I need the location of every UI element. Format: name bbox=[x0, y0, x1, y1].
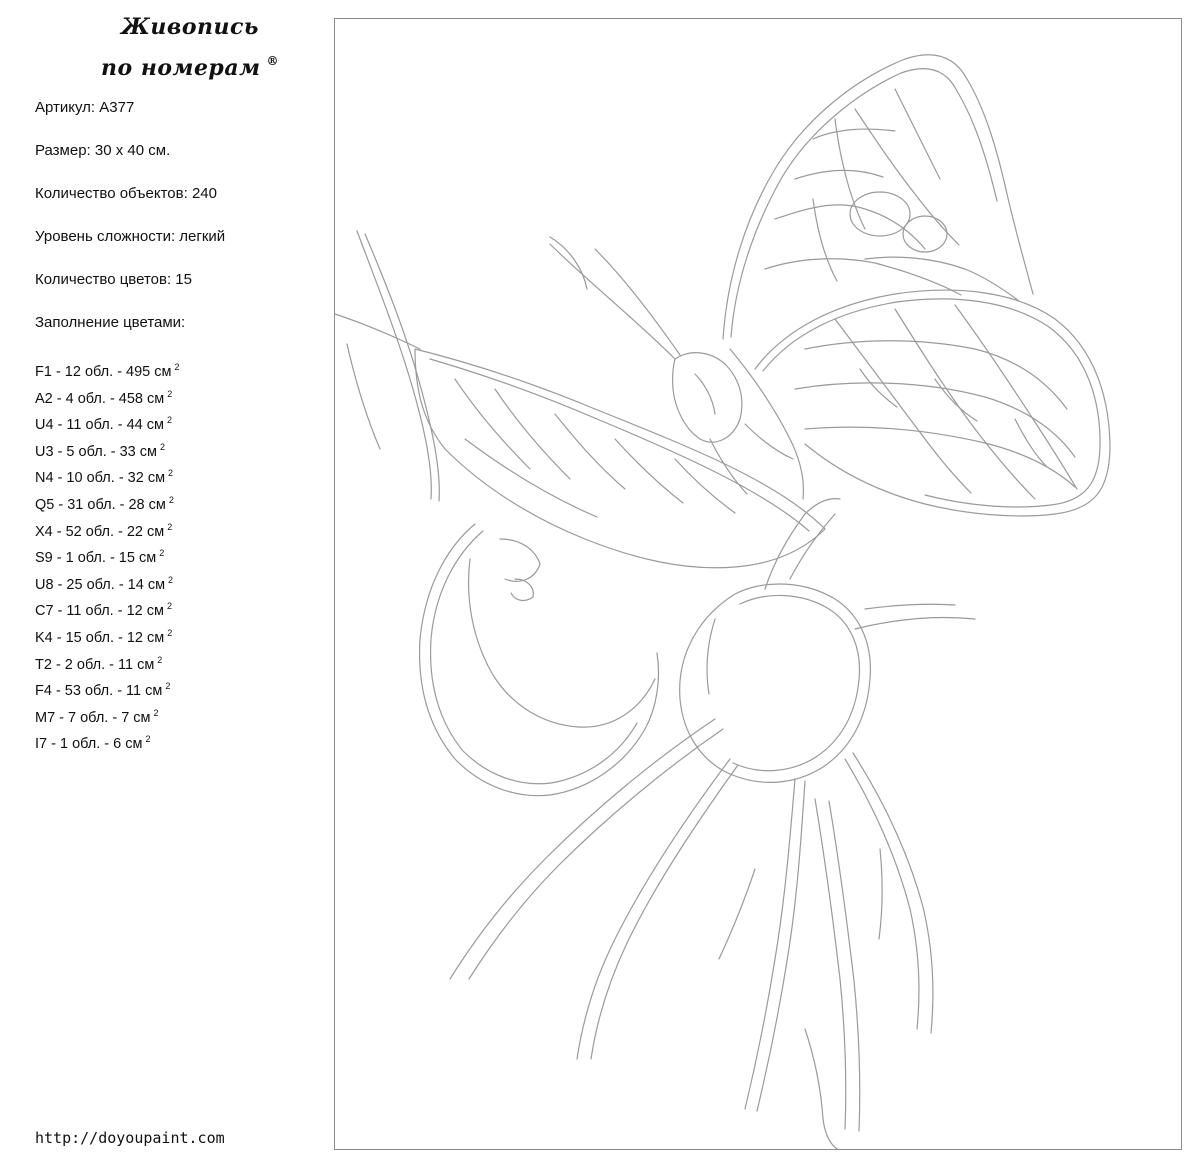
palette-item bbox=[35, 650, 325, 677]
palette-item-text: U8 - 25 обл. - 14 см bbox=[35, 576, 166, 593]
palette-item bbox=[35, 596, 325, 623]
palette-item-text: X4 - 52 обл. - 22 см bbox=[35, 523, 165, 540]
square-superscript: 2 bbox=[167, 388, 173, 399]
objects-count: Количество объектов: 240 bbox=[35, 185, 217, 202]
fill-heading: Заполнение цветами: bbox=[35, 314, 186, 331]
palette-item-text: I7 - 1 обл. - 6 см bbox=[35, 736, 143, 753]
brand-logo bbox=[70, 10, 310, 85]
square-superscript: 2 bbox=[145, 734, 151, 745]
palette-item bbox=[35, 703, 325, 730]
square-superscript: 2 bbox=[167, 627, 173, 638]
palette-item-text: N4 - 10 обл. - 32 см bbox=[35, 470, 166, 487]
butterfly-flower-outline-icon bbox=[335, 19, 1182, 1150]
article-number: Артикул: А377 bbox=[35, 99, 135, 116]
square-superscript: 2 bbox=[168, 574, 174, 585]
registered-mark: ® bbox=[266, 54, 279, 68]
palette-item-text: T2 - 2 обл. - 11 см bbox=[35, 656, 155, 673]
palette-item bbox=[35, 623, 325, 650]
palette-item bbox=[35, 676, 325, 703]
palette-item-text: K4 - 15 обл. - 12 см bbox=[35, 629, 165, 646]
palette-item bbox=[35, 384, 325, 411]
palette-item bbox=[35, 570, 325, 597]
palette-item bbox=[35, 463, 325, 490]
palette-item-text: F4 - 53 обл. - 11 см bbox=[35, 683, 163, 700]
coloring-canvas bbox=[334, 18, 1182, 1150]
square-superscript: 2 bbox=[168, 494, 174, 505]
palette-item bbox=[35, 357, 325, 384]
brand-line-2 bbox=[70, 44, 310, 85]
square-superscript: 2 bbox=[166, 601, 172, 612]
square-superscript: 2 bbox=[166, 415, 172, 426]
color-fill-list bbox=[35, 357, 325, 756]
canvas-size: Размер: 30 х 40 см. bbox=[35, 142, 171, 159]
palette-item-text: M7 - 7 обл. - 7 см bbox=[35, 709, 151, 726]
palette-item-text: Q5 - 31 обл. - 28 см bbox=[35, 496, 166, 513]
square-superscript: 2 bbox=[159, 548, 165, 559]
square-superscript: 2 bbox=[167, 521, 173, 532]
colors-count: Количество цветов: 15 bbox=[35, 271, 192, 288]
palette-item-text: F1 - 12 обл. - 495 см bbox=[35, 364, 172, 380]
website-link[interactable]: http://doyoupaint.com bbox=[35, 1129, 225, 1147]
palette-item bbox=[35, 729, 325, 756]
palette-item-text: C7 - 11 обл. - 12 см bbox=[35, 603, 164, 620]
palette-item-text: U4 - 11 обл. - 44 см bbox=[35, 417, 164, 434]
square-superscript: 2 bbox=[168, 468, 174, 479]
square-superscript: 2 bbox=[165, 681, 171, 692]
palette-item bbox=[35, 410, 325, 437]
square-superscript: 2 bbox=[157, 654, 163, 665]
square-superscript: 2 bbox=[174, 362, 180, 372]
palette-item-text: U3 - 5 обл. - 33 см bbox=[35, 443, 157, 460]
square-superscript: 2 bbox=[159, 441, 165, 452]
palette-item bbox=[35, 490, 325, 517]
palette-item-text: A2 - 4 обл. - 458 см bbox=[35, 390, 165, 407]
brand-line-2-text: по номерам bbox=[100, 55, 261, 81]
palette-item-text: S9 - 1 обл. - 15 см bbox=[35, 550, 157, 567]
palette-item bbox=[35, 437, 325, 464]
square-superscript: 2 bbox=[153, 707, 159, 718]
palette-item bbox=[35, 517, 325, 544]
difficulty-level: Уровень сложности: легкий bbox=[35, 228, 226, 245]
product-info bbox=[35, 98, 325, 356]
brand-line-1: Живопись bbox=[121, 14, 259, 40]
palette-item bbox=[35, 543, 325, 570]
